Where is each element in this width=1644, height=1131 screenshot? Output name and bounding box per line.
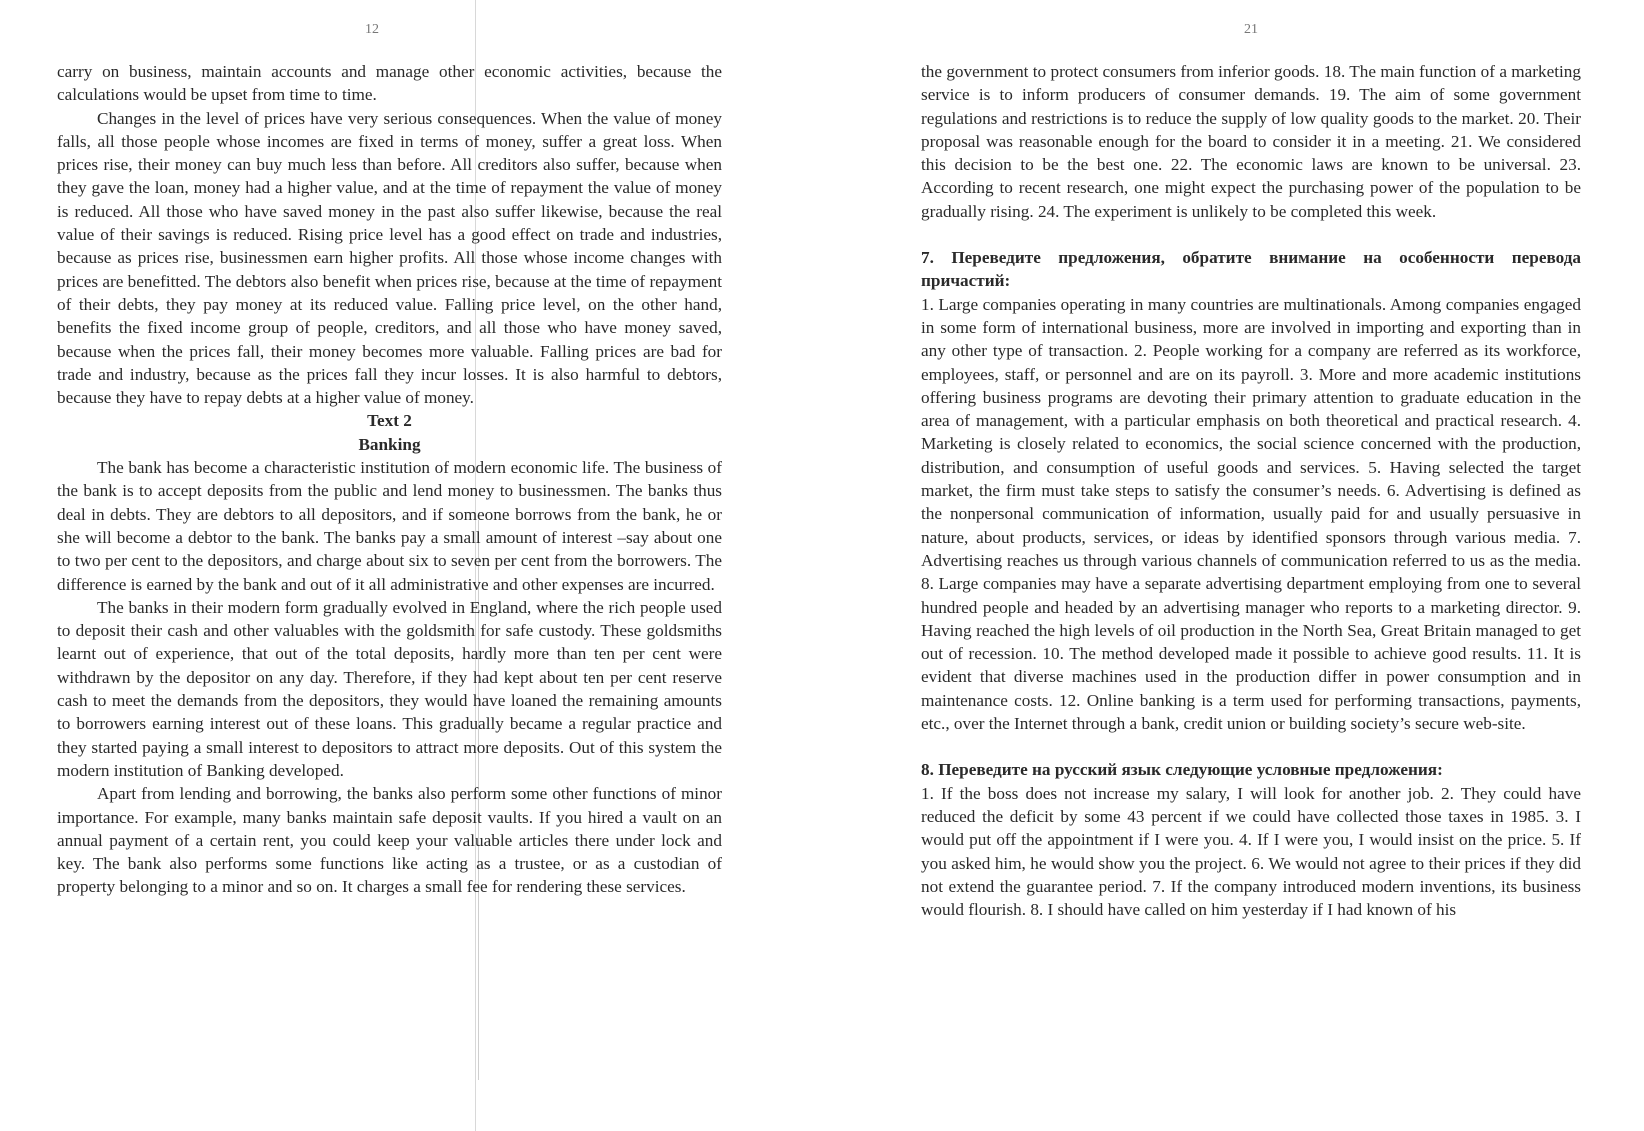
exercise-8-text: 1. If the boss does not increase my salary, I will look for another job. 2. They could have reduced the deficit by some 43 percent if we could have collected those taxes in 1985. 3. I would put off the appointment if I were you. 4. If I were you, I would insist on the price. 5. If you asked him, he would show you the project. 6. We would not agree to their prices if they did not extend the guarantee period. 7. If the company introduced modern inventions, its business would flourish. 8. I should have called on him yesterday if I had known of his (921, 783, 1581, 920)
paragraph-prices: Changes in the level of prices have very serious consequences. When the value of money falls, all those people whose incomes are fixed in terms of money, suffer a great loss. When prices rise, their money can buy much less than before. All creditors also suffer, because when they gave the loan, money had a higher value, and at the time of repayment the value of money is reduced. All those who have saved money in the past also suffer likewise, because the real value of their savings is reduced. Rising price level has a good effect on trade and industries, because as prices rise, businessmen earn higher profits. All those whose income changes with prices are benefitted. The debtors also benefit when prices rise, because at the time of repayment of their debts, they pay money at its reduced value. Falling price level, on the other hand, benefits the fixed income group of people, creditors, and all those who have money saved, because when the prices fall, their money becomes more valuable. Falling prices are bad for trade and industry, because as the prices fall they incur losses. It is also harmful to debtors, because they have to repay debts at a higher value of money. (57, 108, 722, 408)
exercise-7-text: 1. Large companies operating in many countries are multinationals. Among companies engaged in some form of international business, more are involved in importing and exporting than in any other type of transaction. 2. People working for a company are referred as its workforce, employees, staff, or personnel and are on its payroll. 3. More and more academic institutions offering business programs are devoting their primary attention to graduate education in the area of management, with a particular emphasis on both theoretical and practical research. 4. Marketing is closely related to economics, the social science concerned with the production, distribution, and consumption of useful goods and services. 5. Having selected the target market, the firm must take steps to satisfy the consumer’s needs. 6. Advertising is defined as the nonpersonal communication of information, usually paid for and usually persuasive in nature, about products, services, or ideas by identified sponsors through various media. 7. Advertising reaches us through various channels of communication referred to us as the media. 8. Large companies may have a separate advertising department employing from one to several hundred people and headed by an advertising manager who reports to a marketing director. 9. Having reached the high levels of oil production in the North Sea, Great Britain managed to get out of recession. 10. The method developed made it possible to achieve good results. 11. It is evident that diverse machines used in the production differ in power consumption and in maintenance costs. 12. Online banking is a term used for performing transactions, payments, etc., over the Internet through a bank, credit union or building society’s secure web-site. (921, 294, 1581, 734)
paragraph-banking-1: The bank has become a characteristic institution of modern economic life. The business of the bank is to accept deposits from the public and lend money to businessmen. The banks thus deal in debts. They are debtors to all depositors, and if someone borrows from the bank, he or she will become a debtor to the bank. The banks pay a small amount of interest –say about one to two per cent to the depositors, and charge about six to seven per cent from the borrowers. The difference is earned by the bank and out of it all administrative and other expenses are incurred. (57, 458, 722, 594)
section-gap (921, 735, 1581, 758)
left-page (57, 60, 722, 899)
text-title: Banking (358, 434, 421, 454)
paragraph-intro: the government to protect consumers from inferior goods. 18. The main function of a marketing service is to inform producers of consumer demands. 19. The aim of some government regulations and restrictions is to reduce the supply of low quality goods to the market. 20. Their proposal was reasonable enough for the board to consider it in a meeting. 21. We considered this decision to be the best one. 22. The economic laws are known to be universal. 23. According to recent research, one might expect the purchasing power of the population to be gradually rising. 24. The experiment is unlikely to be completed this week. (921, 62, 1581, 221)
exercise-7-heading: 7. Переведите предложения, обратите внимание на особенности перевода причастий: (921, 248, 1581, 291)
section-gap (921, 223, 1581, 246)
right-page-number: 21 (1244, 22, 1258, 37)
right-page (921, 60, 1581, 921)
paragraph-banking-2: The banks in their modern form gradually evolved in England, where the rich people used to deposit their cash and other valuables with the goldsmith for safe custody. These goldsmiths learnt out of experience, that out of the total deposits, hardly more than ten per cent were withdrawn by the depositor on any day. Therefore, if they had kept about ten per cent reserve cash to meet the demands from the depositors, they would have loaned the remaining amounts to borrowers earning interest out of these loans. This gradually became a regular practice and they started paying a small interest to depositors to attract more deposits. Out of this system the modern institution of Banking developed. (57, 597, 722, 780)
left-page-number: 12 (365, 22, 379, 37)
exercise-8-heading: 8. Переведите на русский язык следующие условные предложения: (921, 760, 1443, 780)
text-label: Text 2 (367, 411, 412, 431)
paragraph-continued: carry on business, maintain accounts and manage other economic activities, because the calculations would be upset from time to time. (57, 62, 722, 105)
paragraph-banking-3: Apart from lending and borrowing, the banks also perform some other functions of minor importance. For example, many banks maintain safe deposit vaults. If you hired a vault on an annual payment of a certain rent, you could keep your valuable articles there under lock and key. The bank also performs some functions like acting as a trustee, or as a custodian of property belonging to a minor and so on. It charges a small fee for rendering these services. (57, 784, 722, 897)
